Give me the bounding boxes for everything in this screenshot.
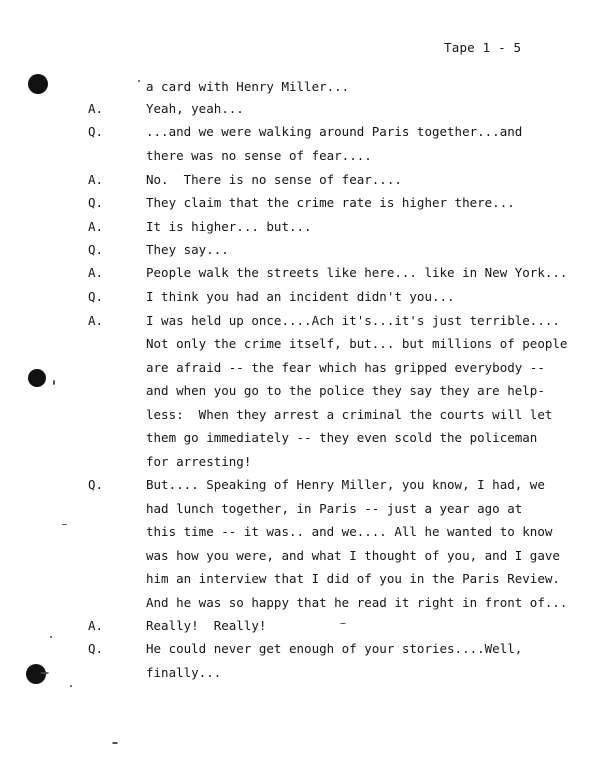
line-text: No. There is no sense of fear.... xyxy=(146,172,402,187)
transcript-line xyxy=(0,430,592,446)
line-text: Really! Really! xyxy=(146,618,267,633)
binder-hole-top xyxy=(28,74,48,94)
transcript-line xyxy=(0,313,592,329)
transcript-line xyxy=(0,477,592,493)
transcript-line xyxy=(0,595,592,611)
line-text: I think you had an incident didn't you... xyxy=(146,289,455,304)
scan-speck xyxy=(138,80,140,82)
speaker-label: Q. xyxy=(88,477,104,492)
line-text: He could never get enough of your stories....Well, xyxy=(146,641,523,656)
line-text: They claim that the crime rate is higher there... xyxy=(146,195,515,210)
line-text: Yeah, yeah... xyxy=(146,101,244,116)
speaker-label: Q. xyxy=(88,242,104,257)
transcript-line xyxy=(0,360,592,376)
line-text: and when you go to the police they say they are help- xyxy=(146,383,545,398)
transcript-line xyxy=(0,265,592,281)
speaker-label: A. xyxy=(88,618,104,633)
line-text: I was held up once....Ach it's...it's just terrible.... xyxy=(146,313,560,328)
binder-hole-middle xyxy=(28,369,46,387)
speaker-label: Q. xyxy=(88,641,104,656)
speaker-label: Q. xyxy=(88,289,104,304)
line-text: And he was so happy that he read it right in front of... xyxy=(146,595,568,610)
scan-speck xyxy=(340,623,346,624)
transcript-line xyxy=(0,665,592,681)
transcript-line xyxy=(0,501,592,517)
line-text: finally... xyxy=(146,665,222,680)
speaker-label: Q. xyxy=(88,195,104,210)
speaker-label: A. xyxy=(88,219,104,234)
line-text: ...and we were walking around Paris together...and xyxy=(146,124,523,139)
transcript-line xyxy=(0,195,592,211)
line-text: Not only the crime itself, but... but millions of people xyxy=(146,336,568,351)
transcript-line xyxy=(0,336,592,352)
scan-speck xyxy=(40,672,49,674)
line-text: It is higher... but... xyxy=(146,219,312,234)
transcript-line xyxy=(0,124,592,140)
line-text: But.... Speaking of Henry Miller, you know, I had, we xyxy=(146,477,545,492)
transcript-line xyxy=(0,383,592,399)
speaker-label: A. xyxy=(88,172,104,187)
line-text: less: When they arrest a criminal the courts will let xyxy=(146,407,553,422)
line-text: there was no sense of fear.... xyxy=(146,148,372,163)
transcript-line xyxy=(0,242,592,258)
line-text: They say... xyxy=(146,242,229,257)
line-text: was how you were, and what I thought of you, and I gave xyxy=(146,548,560,563)
line-text: this time -- it was.. and we.... All he wanted to know xyxy=(146,524,553,539)
line-text: a card with Henry Miller... xyxy=(146,79,350,94)
transcript-line xyxy=(0,548,592,564)
line-text: them go immediately -- they even scold the policeman xyxy=(146,430,538,445)
scan-speck xyxy=(53,380,55,385)
speaker-label: A. xyxy=(88,265,104,280)
transcript-line xyxy=(0,641,592,657)
speaker-label: A. xyxy=(88,313,104,328)
transcript-line xyxy=(0,571,592,587)
speaker-label: Q. xyxy=(88,124,104,139)
scan-speck xyxy=(70,685,72,687)
transcript-line xyxy=(0,289,592,305)
transcript-line xyxy=(0,148,592,164)
transcript-line xyxy=(0,454,592,470)
line-text: People walk the streets like here... like in New York... xyxy=(146,265,568,280)
speaker-label: A. xyxy=(88,101,104,116)
line-text: had lunch together, in Paris -- just a year ago at xyxy=(146,501,523,516)
transcript-line xyxy=(0,172,592,188)
line-text: for arresting! xyxy=(146,454,252,469)
transcript-line xyxy=(0,618,592,634)
scan-speck xyxy=(50,636,52,638)
page-number-label: Tape 1 - 5 xyxy=(444,40,522,55)
line-text: are afraid -- the fear which has gripped everybody -- xyxy=(146,360,545,375)
transcript-line xyxy=(0,407,592,423)
transcript-line xyxy=(0,101,592,117)
transcript-line xyxy=(0,524,592,540)
scan-speck xyxy=(62,524,67,525)
binder-hole-bottom xyxy=(26,664,46,684)
line-text: him an interview that I did of you in the Paris Review. xyxy=(146,571,560,586)
transcript-line xyxy=(0,219,592,235)
transcript-line xyxy=(0,79,592,95)
scan-speck xyxy=(112,742,118,744)
